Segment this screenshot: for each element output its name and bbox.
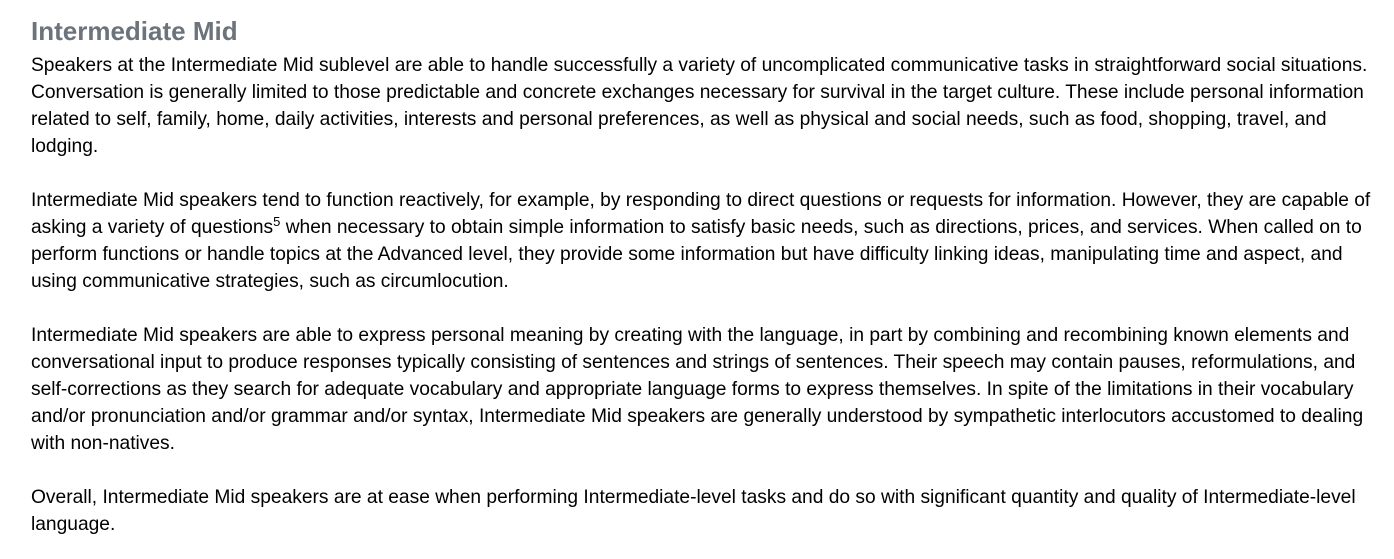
paragraph-2-text-before-footnote: Intermediate Mid speakers tend to function reactively, for example, by responding to direct questions or requests for information. However, they are capable of asking a variety of questions: [31, 190, 1371, 238]
footnote-marker[interactable]: 5: [273, 214, 281, 229]
paragraph-3: Intermediate Mid speakers are able to express personal meaning by creating with the language, in part by combining and recombining known elements and conversational input to produce responses typically consisting of sentences and strings of sentences. Their speech may contain pauses, reformulations, and self-corrections as they search for adequate vocabulary and appropriate language forms to express themselves. In spite of the limitations in their vocabulary and/or pronunciation and/or grammar and/or syntax, Intermediate Mid speakers are generally understood by sympathetic interlocutors accustomed to dealing with non-natives.: [31, 325, 1364, 454]
paragraph-2-text-after-footnote: when necessary to obtain simple information to satisfy basic needs, such as directions, prices, and services. When called on to perform functions or handle topics at the Advanced level, they provide some information but have difficulty linking ideas, manipulating time and aspect, and using communicative strategies, such as circumlocution.: [31, 217, 1362, 292]
document-body: [31, 14, 1376, 538]
paragraph-1: Speakers at the Intermediate Mid sublevel are able to handle successfully a variety of uncomplicated communicative tasks in straightforward social situations. Conversation is generally limited to those predictable and concrete exchanges necessary for survival in the target culture. These include personal information related to self, family, home, daily activities, interests and personal preferences, as well as physical and social needs, such as food, shopping, travel, and lodging.: [31, 55, 1368, 157]
paragraph-4: Overall, Intermediate Mid speakers are at ease when performing Intermediate-level tasks and do so with significant quantity and quality of Intermediate-level language.: [31, 487, 1356, 535]
paragraph-2: [31, 187, 1376, 295]
section-heading: Intermediate Mid: [31, 16, 238, 46]
